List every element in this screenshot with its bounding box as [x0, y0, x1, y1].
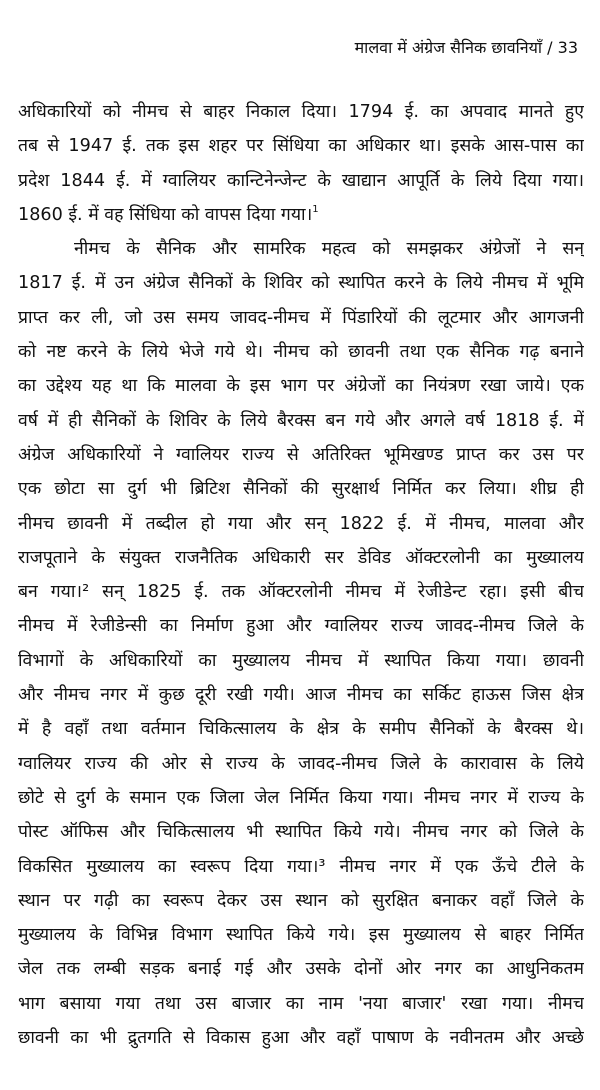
- text-line: 1817 ई. में उन अंग्रेज सैनिकों के शिविर को स्थापित करने के लिये नीमच में भूमि: [18, 273, 584, 294]
- text-line: एक छोटा सा दुर्ग भी ब्रिटिश सैनिकों की सुरक्षार्थ निर्मित कर लिया। शीघ्र ही: [18, 479, 584, 500]
- text-line: नीमच छावनी में तब्दील हो गया और सन् 1822 ई. में नीमच, मालवा और: [18, 513, 584, 534]
- text-line: पोस्ट ऑफिस और चिकित्सालय भी स्थापित किये गये। नीमच नगर को जिले के: [18, 822, 584, 843]
- text-line: प्रदेश 1844 ई. में ग्वालियर कान्टिनेन्जेन्ट के खाद्यान आपूर्ति के लिये दिया गया।: [18, 170, 584, 191]
- text-line: प्राप्त कर ली, जो उस समय जावद-नीमच में पिंडारियों की लूटमार और आगजनी: [18, 307, 584, 328]
- text-line: नीमच के सैनिक और सामरिक महत्व को समझकर अंग्रेजों ने सन्: [74, 239, 584, 260]
- text-line: का उद्देश्य यह था कि मालवा के इस भाग पर अंग्रेजों का नियंत्रण रखा जाये। एक: [18, 376, 584, 397]
- text-line: वर्ष में ही सैनिकों के शिविर के लिये बैरक्स बन गये और अगले वर्ष 1818 ई. में: [18, 410, 584, 431]
- text-line: को नष्ट करने के लिये भेजे गये थे। नीमच को छावनी तथा एक सैनिक गढ़ बनाने: [18, 342, 584, 363]
- body-text: [18, 95, 584, 1055]
- text-line: जेल तक लम्बी सड़क बनाई गई और उसके दोनों ओर नगर का आधुनिकतम: [18, 959, 584, 980]
- text-line: मुख्यालय के विभिन्न विभाग स्थापित किये गये। इस मुख्यालय से बाहर निर्मित: [18, 925, 584, 946]
- text-line: तब से 1947 ई. तक इस शहर पर सिंधिया का अधिकार था। इसके आस-पास का: [18, 136, 584, 157]
- text-line: और नीमच नगर में कुछ दूरी रखी गयी। आज नीमच का सर्किट हाऊस जिस क्षेत्र: [18, 685, 584, 706]
- text-line: स्थान पर गढ़ी का स्वरूप देकर उस स्थान को सुरक्षित बनाकर वहाँ जिले के: [18, 890, 584, 911]
- running-header: मालवा में अंग्रेज सैनिक छावनियाँ / 33: [354, 38, 578, 57]
- text-line: छावनी का भी द्रुतगति से विकास हुआ और वहाँ पाषाण के नवीनतम और अच्छे: [18, 1028, 584, 1049]
- text-line: अधिकारियों को नीमच से बाहर निकाल दिया। 1794 ई. का अपवाद मानते हुए: [18, 102, 584, 122]
- footnote-marker: 1: [312, 203, 319, 215]
- text-line: छोटे से दुर्ग के समान एक जिला जेल निर्मित किया गया। नीमच नगर में राज्य के: [18, 787, 584, 808]
- text-line: बन गया।² सन् 1825 ई. तक ऑक्टरलोनी नीमच में रेजीडेन्ट रहा। इसी बीच: [18, 582, 584, 603]
- text-line: अंग्रेज अधिकारियों ने ग्वालियर राज्य से अतिरिक्त भूमिखण्ड प्राप्त कर उस पर: [18, 444, 584, 465]
- text-line: विभागों के अधिकारियों का मुख्यालय नीमच में स्थापित किया गया। छावनी: [18, 650, 584, 671]
- text-line: भाग बसाया गया तथा उस बाजार का नाम 'नया बाजार' रखा गया। नीमच: [18, 993, 584, 1014]
- text-line: ग्वालियर राज्य की ओर से राज्य के जावद-नीमच जिले के कारावास के लिये: [18, 753, 584, 774]
- text-line: राजपूताने के संयुक्त राजनैतिक अधिकारी सर डेविड ऑक्टरलोनी का मुख्यालय: [18, 547, 584, 568]
- text-line: 1860 ई. में वह सिंधिया को वापस दिया गया।$^1$: [18, 203, 319, 225]
- text-line: में है वहाँ तथा वर्तमान चिकित्सालय के क्षेत्र के समीप सैनिकों के बैरक्स थे।: [18, 719, 584, 740]
- text-line: विकसित मुख्यालय का स्वरूप दिया गया।³ नीमच नगर में एक ऊँचे टीले के: [18, 856, 584, 877]
- text-line: नीमच में रेजीडेन्सी का निर्माण हुआ और ग्वालियर राज्य जावद-नीमच जिले के: [18, 616, 584, 637]
